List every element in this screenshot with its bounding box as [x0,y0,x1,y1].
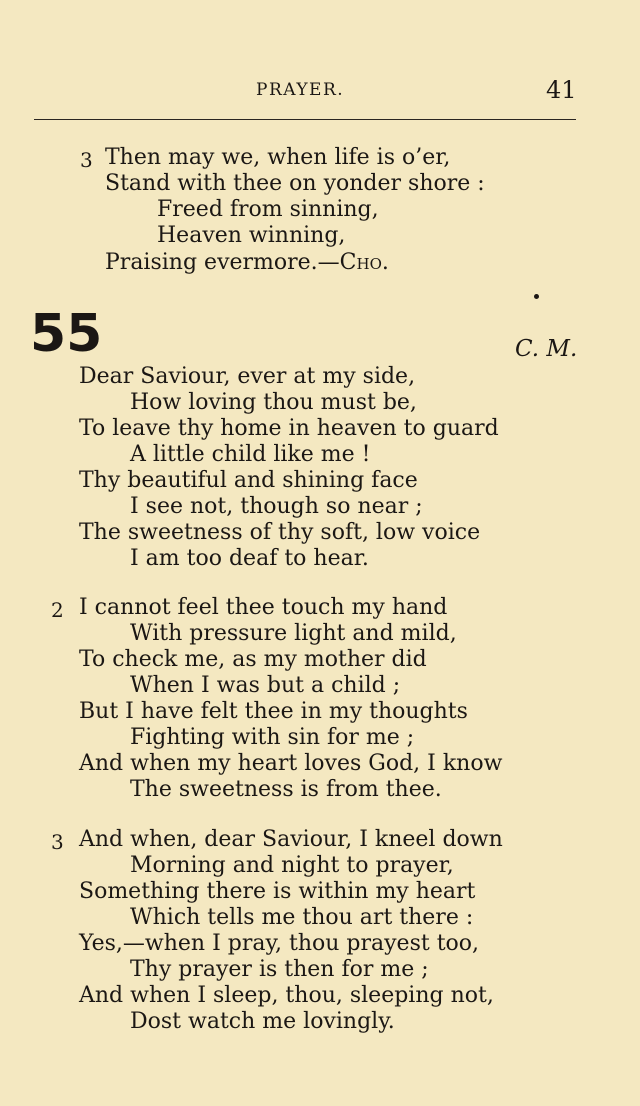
verse-line: With pressure light and mild, [130,621,457,646]
verse-line: Something there is within my heart [79,879,476,904]
verse-line: And when, dear Saviour, I kneel down [79,827,503,852]
verse-line: Then may we, when life is o’er, [105,145,451,170]
verse-line: When I was but a child ; [130,673,401,698]
verse-line: To check me, as my mother did [79,647,427,672]
verse-line: How loving thou must be, [130,390,417,415]
verse-line-text: Praising evermore.— [105,250,340,275]
verse-line: Yes,—when I pray, thou prayest too, [79,931,480,956]
ornament-dot [534,294,539,299]
verse-line: Morning and night to prayer, [130,853,454,878]
verse-line: To leave thy home in heaven to guard [79,416,499,441]
stanza-number: 2 [51,598,64,622]
running-head: PRAYER. [256,80,345,100]
page-number: 41 [546,76,577,104]
verse-line: And when my heart loves God, I know [79,751,503,776]
verse-line: Thy prayer is then for me ; [130,957,429,982]
stanza-number: 3 [51,830,64,854]
hymn-number: 55 [30,304,103,364]
verse-line: Dost watch me lovingly. [130,1009,395,1034]
verse-line: The sweetness of thy soft, low voice [79,520,481,545]
verse-line [105,250,389,276]
verse-line: And when I sleep, thou, sleeping not, [79,983,494,1008]
verse-line: I am too deaf to hear. [130,546,369,571]
verse-line: Fighting with sin for me ; [130,725,415,750]
verse-line: Freed from sinning, [157,197,379,222]
verse-line: Heaven winning, [157,223,346,248]
verse-line: The sweetness is from thee. [130,777,442,802]
hymn-meter: C. M. [515,336,578,362]
verse-line: I see not, though so near ; [130,494,423,519]
chorus-mark: Cho. [339,250,389,275]
verse-line: A little child like me ! [130,442,371,467]
verse-line: Stand with thee on yonder shore : [105,171,485,196]
verse-line: Thy beautiful and shining face [79,468,418,493]
stanza-number: 3 [80,148,93,172]
verse-line: I cannot feel thee touch my hand [79,595,448,620]
verse-line: But I have felt thee in my thoughts [79,699,468,724]
header-rule [34,119,576,120]
verse-line: Which tells me thou art there : [130,905,474,930]
verse-line: Dear Saviour, ever at my side, [79,364,416,389]
